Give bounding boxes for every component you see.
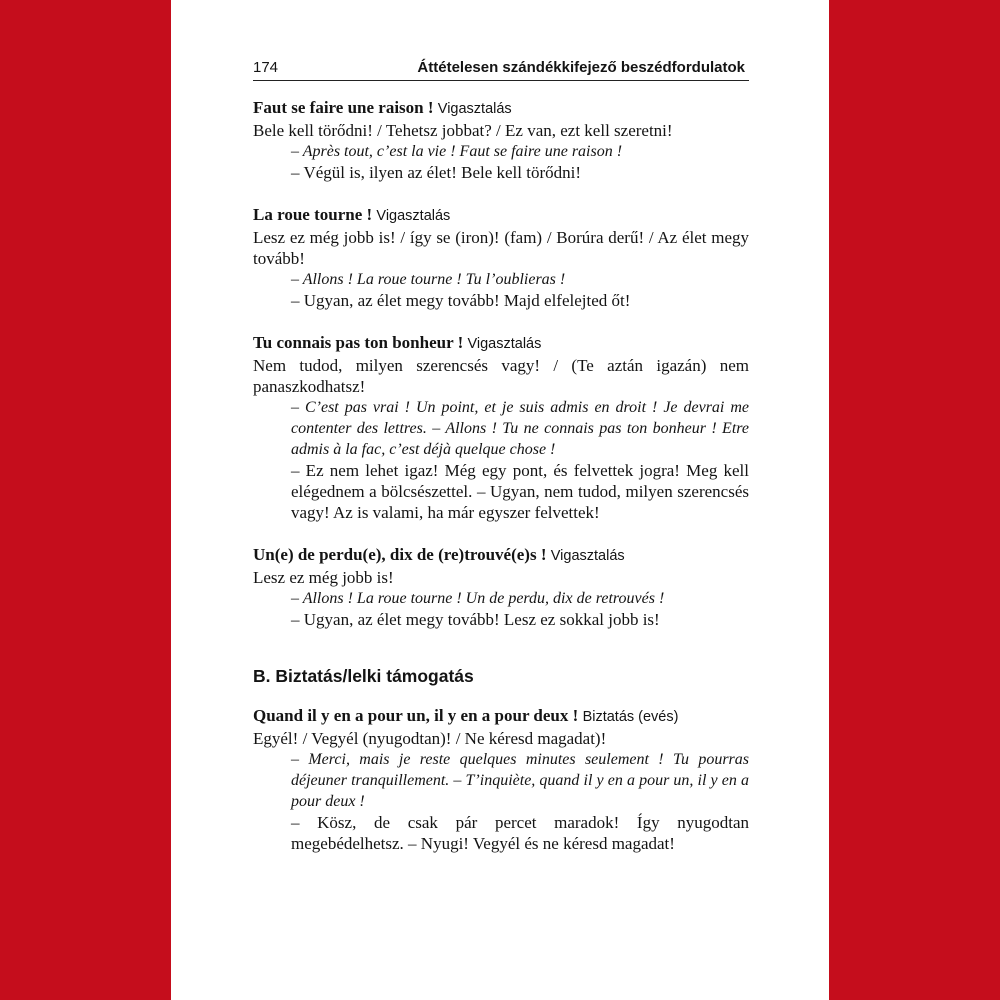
example-hungarian: – Ugyan, az élet megy tovább! Majd elfelejted őt! [291,291,631,310]
example-french: – C’est pas vrai ! Un point, et je suis admis en droit ! Je devrai me contenter des lettres. – Allons ! Tu ne connais pas ton bonheur ! Etre admis à la fac, c’est déjà quelque chose ! [291,399,749,458]
meaning: Nem tudod, milyen szerencsés vagy! / (Te aztán igazán) nem panaszkodhatsz! [253,356,749,396]
page-number: 174 [253,59,279,76]
running-title: Áttételesen szándékkifejező beszédfordulatok [417,59,745,76]
example-french: – Merci, mais je reste quelques minutes seulement ! Tu pourras déjeuner tranquillement. – T’inquiète, quand il y en a pour un, il y en a pour deux ! [291,751,749,810]
expression: Quand il y en a pour un, il y en a pour deux ! [253,706,579,725]
expression: Tu connais pas ton bonheur ! [253,333,464,352]
entry-head [253,332,749,355]
meaning: Lesz ez még jobb is! [253,568,394,587]
book-page [171,0,829,1000]
usage-tag: Biztatás (evés) [582,709,679,725]
example-hungarian: – Végül is, ilyen az élet! Bele kell törődni! [291,163,582,182]
section-heading: B. Biztatás/lelki támogatás [253,666,474,686]
entry-faut-se-faire [253,97,749,183]
entry-head [253,204,749,227]
page-content [253,97,749,875]
entry-la-roue-tourne [253,204,749,311]
example-hungarian: – Kösz, de csak pár percet maradok! Így nyugodtan megebédelhetsz. – Nyugi! Vegyél és ne kéresd magadat! [291,813,749,853]
running-header [253,58,749,81]
entry-head [253,705,749,728]
usage-tag: Vigasztalás [467,336,542,352]
entry-head [253,544,749,567]
expression: Faut se faire une raison ! [253,98,434,117]
meaning: Bele kell törődni! / Tehetsz jobbat? / Ez van, ezt kell szeretni! [253,121,673,140]
example-hungarian: – Ugyan, az élet megy tovább! Lesz ez sokkal jobb is! [291,610,660,629]
meaning: Lesz ez még jobb is! / így se (iron)! (fam) / Borúra derű! / Az élet megy tovább! [253,228,749,268]
entry-quand-il-y-en-a [253,705,749,854]
entry-un-de-perdu [253,544,749,630]
example-french: – Allons ! La roue tourne ! Un de perdu, dix de retrouvés ! [291,590,665,607]
usage-tag: Vigasztalás [550,548,625,564]
example-hungarian: – Ez nem lehet igaz! Még egy pont, és felvettek jogra! Meg kell elégednem a bölcsészettel. – Ugyan, nem tudod, milyen szerencsés vagy! Az is valami, ha már egyszer felvettek! [291,461,749,522]
usage-tag: Vigasztalás [437,101,512,117]
expression: La roue tourne ! [253,205,373,224]
meaning: Egyél! / Vegyél (nyugodtan)! / Ne kéresd magadat)! [253,729,607,748]
example-french: – Après tout, c’est la vie ! Faut se faire une raison ! [291,143,623,160]
entry-tu-connais-pas [253,332,749,523]
usage-tag: Vigasztalás [376,208,451,224]
example-french: – Allons ! La roue tourne ! Tu l’oublieras ! [291,271,566,288]
expression: Un(e) de perdu(e), dix de (re)trouvé(e)s ! [253,545,547,564]
entry-head [253,97,749,120]
